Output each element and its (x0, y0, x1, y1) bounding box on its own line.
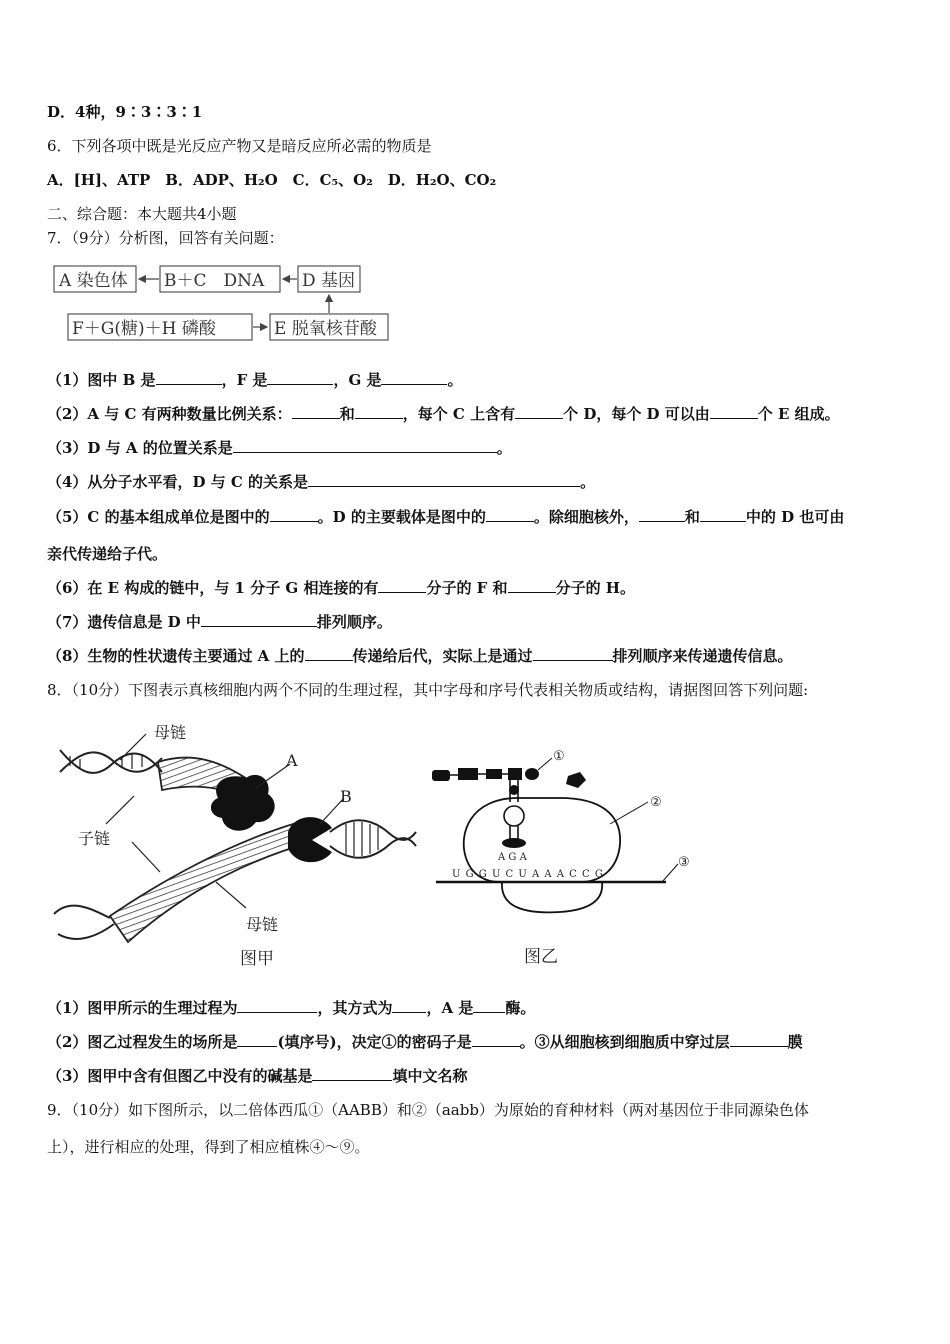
answer-blank[interactable] (392, 998, 426, 1013)
answer-blank[interactable] (355, 404, 403, 419)
q7-sub8: （8）生物的性状遗传主要通过 A 上的 传递给后代，实际上是通过 排列顺序来传递遗传信息。 (47, 647, 793, 665)
label-parent-strand-top: 母链 (154, 723, 187, 742)
answer-blank[interactable] (533, 646, 613, 661)
section2-title: 二、综合题：本大题共4小题 (47, 205, 237, 223)
answer-blank[interactable] (473, 998, 505, 1013)
anticodon-label: A G A (498, 852, 527, 863)
figure-yi-translation (430, 740, 710, 970)
answer-blank[interactable] (710, 404, 758, 419)
answer-blank[interactable] (381, 370, 447, 385)
box-e-label: E 脱氧核苷酸 (274, 319, 377, 339)
answer-blank[interactable] (156, 370, 222, 385)
answer-blank[interactable] (237, 998, 317, 1013)
answer-blank[interactable] (305, 646, 353, 661)
q6-options: A．[H]、ATP B．ADP、H₂O C．C₅、O₂ D．H₂O、CO₂ (47, 171, 497, 189)
q7-sub5-cont: 亲代传递给子代。 (47, 545, 168, 563)
answer-blank[interactable] (233, 438, 497, 453)
answer-blank[interactable] (237, 1032, 277, 1047)
q7-sub2: （2）A 与 C 有两种数量比例关系： 和 ，每个 C 上含有 个 D，每个 D 可以由 个 E 组成。 (47, 405, 840, 423)
q7-sub4: （4）从分子水平看，D 与 C 的关系是 。 (47, 473, 596, 491)
figure-jia-dna-replication (50, 712, 420, 972)
label-parent-strand-bottom: 母链 (246, 915, 279, 934)
label-a: A (286, 751, 298, 770)
label-3: ③ (678, 855, 690, 870)
q7-sub3: （3）D 与 A 的位置关系是 。 (47, 439, 512, 457)
label-child-strand: 子链 (78, 829, 111, 848)
answer-blank[interactable] (270, 507, 318, 522)
answer-blank[interactable] (292, 404, 340, 419)
answer-blank[interactable] (700, 507, 746, 522)
q7-sub7: （7）遗传信息是 D 中 排列顺序。 (47, 613, 392, 631)
answer-blank[interactable] (267, 370, 333, 385)
q7-sub5: （5）C 的基本组成单位是图中的 。D 的主要载体是图中的 。除细胞核外， 和 中的 D 也可由 (47, 508, 845, 526)
q7-stem: 7．（9分）分析图，回答有关问题： (47, 229, 284, 247)
q6-stem: 6．下列各项中既是光反应产物又是暗反应所必需的物质是 (47, 137, 432, 155)
answer-blank[interactable] (472, 1032, 520, 1047)
q7-concept-diagram (48, 258, 408, 346)
box-a-label: A 染色体 (59, 271, 128, 291)
q8-sub2: （2）图乙过程发生的场所是 (填序号)，决定①的密码子是 。③从细胞核到细胞质中穿过层 膜 (47, 1033, 803, 1051)
q8-sub1: （1）图甲所示的生理过程为 ，其方式为 ，A 是 酶。 (47, 999, 536, 1017)
answer-blank[interactable] (378, 578, 426, 593)
q8-sub3: （3）图甲中含有但图乙中没有的碱基是 填中文名称 (47, 1067, 468, 1085)
q7-sub6: （6）在 E 构成的链中，与 1 分子 G 相连接的有 分子的 F 和 分子的 H。 (47, 579, 635, 597)
answer-blank[interactable] (508, 578, 556, 593)
box-fgh-label: F＋G(糖)＋H 磷酸 (72, 319, 216, 339)
answer-blank[interactable] (312, 1066, 392, 1081)
answer-blank[interactable] (486, 507, 534, 522)
answer-blank[interactable] (515, 404, 563, 419)
q7-sub1: （1）图中 B 是 ，F 是 ，G 是 。 (47, 371, 463, 389)
box-bc-label: B＋C DNA (164, 271, 265, 291)
answer-blank[interactable] (639, 507, 685, 522)
label-2: ② (650, 795, 662, 810)
answer-blank[interactable] (730, 1032, 788, 1047)
label-b: B (340, 787, 352, 806)
figure-yi-caption: 图乙 (524, 947, 558, 967)
q9-line2: 上），进行相应的处理，得到了相应植株④～⑨。 (47, 1138, 370, 1156)
q8-stem: 8．（10分）下图表示真核细胞内两个不同的生理过程，其中字母和序号代表相关物质或结构，请据图回答下列问题: (47, 681, 809, 699)
answer-blank[interactable] (308, 472, 580, 487)
mrna-sequence: U G G U C U A A A C C G (452, 869, 604, 880)
label-1: ① (553, 749, 565, 764)
figure-jia-caption: 图甲 (240, 949, 274, 969)
answer-blank[interactable] (201, 612, 317, 627)
box-d-label: D 基因 (302, 271, 356, 291)
q9-line1: 9．（10分）如下图所示，以二倍体西瓜①（AABB）和②（aabb）为原始的育种材料（两对基因位于非同源染色体 (47, 1101, 809, 1119)
q5-option-d: D．4种，9∶3∶3∶1 (47, 103, 203, 121)
